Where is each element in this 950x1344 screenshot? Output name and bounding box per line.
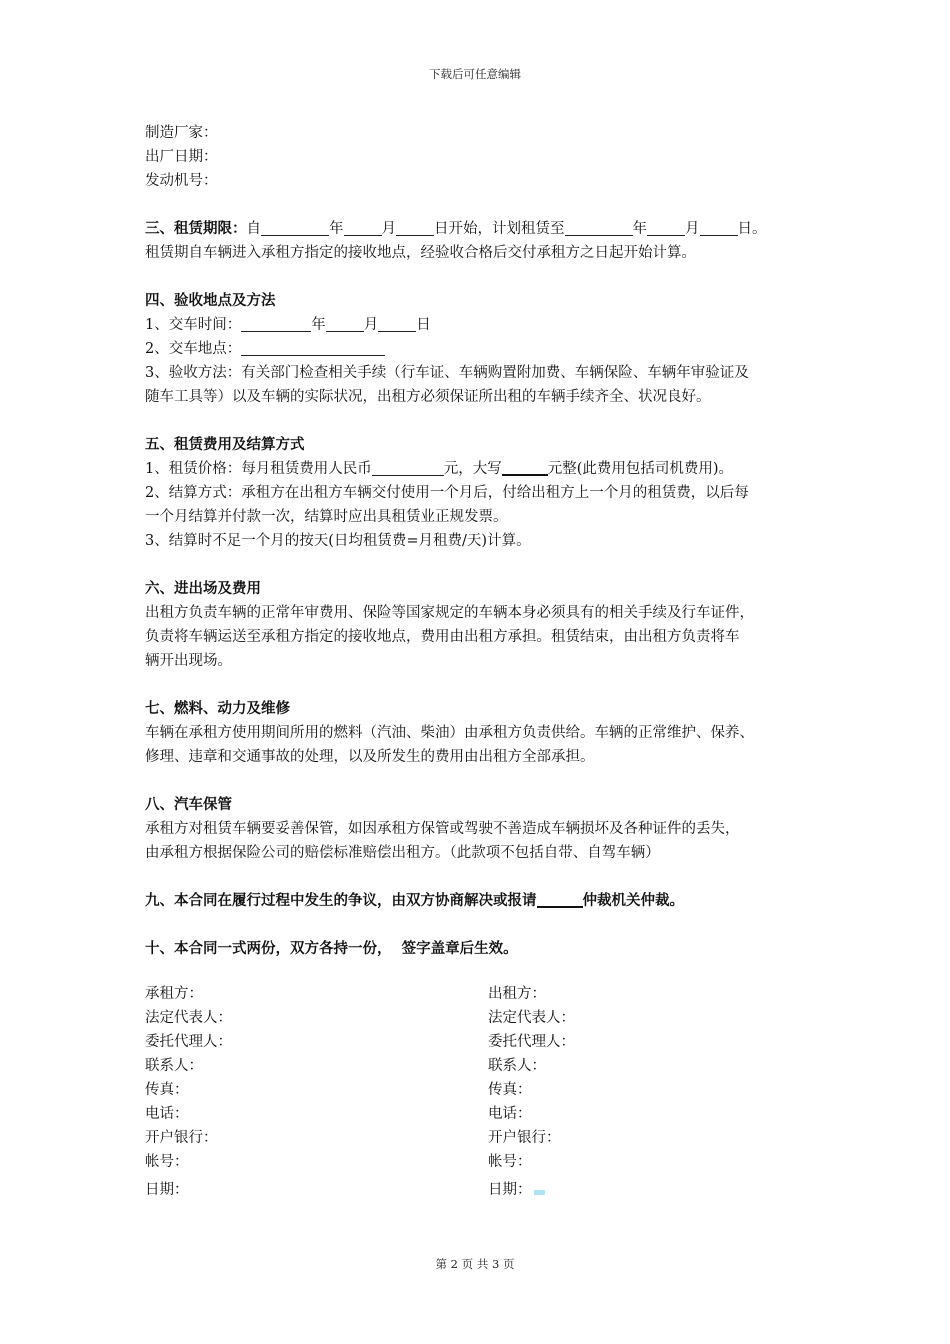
end-month-blank[interactable] xyxy=(647,220,685,236)
lessee-fax: 传真： xyxy=(145,1082,189,1098)
section-6-line-3: 辆开出现场。 xyxy=(145,653,232,669)
start-year-blank[interactable] xyxy=(261,220,329,236)
lessee-agent: 委托代理人： xyxy=(145,1034,232,1050)
delivery-place-blank[interactable] xyxy=(241,340,385,356)
lessee-bank: 开户银行： xyxy=(145,1130,218,1146)
lessor-bank: 开户银行： xyxy=(488,1130,561,1146)
settlement-line-1: 2、结算方式：承租方在出租方车辆交付使用一个月后，付给出租方上一个月的租赁费，以后每 xyxy=(145,485,749,501)
arbitration-body-blank[interactable] xyxy=(537,891,583,908)
section-8-line-1: 承租方对租赁车辆要妥善保管，如因承租方保管或驾驶不善造成车辆损坏及各种证件的丢失， xyxy=(145,821,740,837)
delivery-day-blank[interactable] xyxy=(378,316,416,332)
start-day-blank[interactable] xyxy=(396,220,434,236)
section-8-line-2: 由承租方根据保险公司的赔偿标准赔偿出租方。（此款项不包括自带、自驾车辆） xyxy=(145,845,660,861)
lessor-fax: 传真： xyxy=(488,1082,532,1098)
delivery-place-line: 2、交车地点： xyxy=(145,337,810,361)
page-header: 下载后可任意编辑 xyxy=(429,67,521,81)
delivery-month-blank[interactable] xyxy=(326,316,364,332)
end-day-blank[interactable] xyxy=(700,220,738,236)
text-cursor-highlight xyxy=(534,1190,545,1195)
delivery-year-blank[interactable] xyxy=(241,316,311,332)
lessor-agent: 委托代理人： xyxy=(488,1034,575,1050)
section-5-heading: 五、租赁费用及结算方式 xyxy=(145,436,305,453)
lessor-date-wrap xyxy=(488,1178,545,1202)
partial-month-line: 3、结算时不足一个月的按天(日均租赁费=月租费/天)计算。 xyxy=(145,533,531,549)
end-year-blank[interactable] xyxy=(565,220,633,236)
section-9-line: 九、本合同在履行过程中发生的争议，由双方协商解决或报请 仲裁机关仲裁。 xyxy=(145,892,684,909)
page-footer: 第 2 页 共 3 页 xyxy=(435,1257,515,1271)
lessee-label: 承租方： xyxy=(145,986,203,1002)
section-3-heading: 三、租赁期限： xyxy=(145,220,247,237)
lessor-phone: 电话： xyxy=(488,1106,532,1122)
section-6-heading: 六、进出场及费用 xyxy=(145,580,261,597)
section-7-line-1: 车辆在承租方使用期间所用的燃料（汽油、柴油）由承租方负责供给。车辆的正常维护、保养、 xyxy=(145,725,754,741)
engine-number-line: 发动机号： xyxy=(145,173,218,189)
section-8-heading: 八、汽车保管 xyxy=(145,796,232,813)
lessee-date: 日期： xyxy=(145,1182,189,1198)
rental-price-line: 1、租赁价格：每月租赁费用人民币 元，大写 元整(此费用包括司机费用)。 xyxy=(145,461,734,477)
contract-body xyxy=(145,121,810,961)
manufacturer-line: 制造厂家： xyxy=(145,125,218,141)
section-6-line-1: 出租方负责车辆的正常年审费用、保险等国家规定的车辆本身必须具有的相关手续及行车证件， xyxy=(145,605,754,621)
price-amount-blank[interactable] xyxy=(372,460,444,476)
section-4-heading: 四、验收地点及方法 xyxy=(145,292,276,309)
lessee-legal-rep: 法定代表人： xyxy=(145,1010,232,1026)
inspection-method-line-1: 3、验收方法：有关部门检查相关手续（行车证、车辆购置附加费、车辆保险、车辆年审验证及 xyxy=(145,365,749,381)
inspection-method-line-2: 随车工具等）以及车辆的实际状况，出租方必须保证所出租的车辆手续齐全、状况良好。 xyxy=(145,389,711,405)
settlement-line-2: 一个月结算并付款一次，结算时应出具租赁业正规发票。 xyxy=(145,509,508,525)
lessor-legal-rep: 法定代表人： xyxy=(488,1010,575,1026)
price-words-blank[interactable] xyxy=(502,459,548,476)
lessor-account: 帐号： xyxy=(488,1154,532,1170)
lessee-phone: 电话： xyxy=(145,1106,189,1122)
start-month-blank[interactable] xyxy=(344,220,382,236)
section-7-line-2: 修理、违章和交通事故的处理，以及所发生的费用由出租方全部承担。 xyxy=(145,749,595,765)
manufacture-date-line: 出厂日期： xyxy=(145,149,218,165)
lessee-contact: 联系人： xyxy=(145,1058,203,1074)
section-10-line: 十、本合同一式两份，双方各持一份， 签字盖章后生效。 xyxy=(145,940,518,957)
section-7-heading: 七、燃料、动力及维修 xyxy=(145,700,290,717)
lease-term-line: 三、租赁期限：自 年 月 日开始，计划租赁至 年 月 日。 xyxy=(145,220,767,237)
lessee-account: 帐号： xyxy=(145,1154,189,1170)
lessor-contact: 联系人： xyxy=(488,1058,546,1074)
lease-term-note: 租赁期自车辆进入承租方指定的接收地点，经验收合格后交付承租方之日起开始计算。 xyxy=(145,245,696,261)
lessor-label: 出租方： xyxy=(488,986,546,1002)
delivery-time-line: 1、交车时间： 年 月 日 xyxy=(145,317,431,333)
section-6-line-2: 负责将车辆运送至承租方指定的接收地点，费用由出租方承担。租赁结束，由出租方负责将车 xyxy=(145,629,740,645)
lessor-date: 日期： xyxy=(488,1182,532,1198)
signature-block xyxy=(145,982,810,1202)
